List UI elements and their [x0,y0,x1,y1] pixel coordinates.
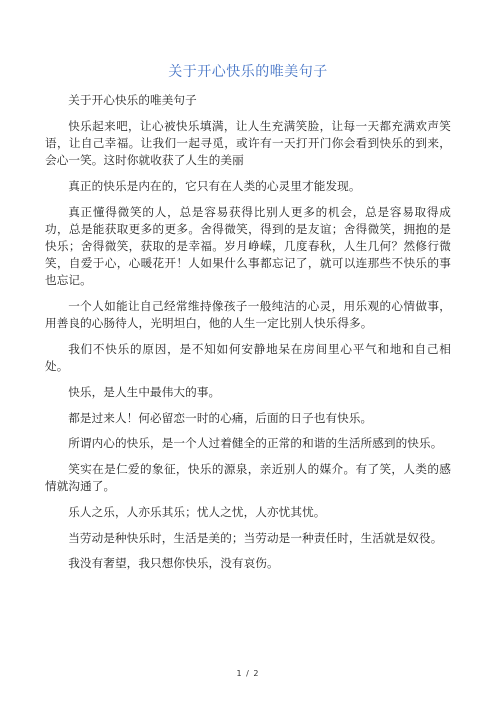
paragraph: 我没有奢望，我只想你快乐，没有哀伤。 [68,556,279,571]
paragraph: 真正懂得微笑的人，总是容易获得比别人更多的机会，总是容易取得成功，总是能获取更多的更多。舍得微笑，得到的是友谊；舍得微笑，拥抱的是快乐；舍得微笑，获取的是幸福。岁月峥嵘，几度春秋，人生几何？然修行微笑，自爱于心，心暖花开！人如果什么事都忘记了，就可以连那些不快乐的事也忘记。 [45,204,451,288]
paragraph: 快乐起来吧，让心被快乐填满，让人生充满笑脸，让每一天都充满欢声笑语，让自己幸福。让我们一起寻觅，或许有一天打开门你会看到快乐的到来，会心一笑。这时你就收获了人生的美丽 [45,118,451,168]
paragraph: 当劳动是种快乐时，生活是美的；当劳动是一种责任时，生活就是奴役。 [68,530,443,545]
page-indicator: 1 / 2 [236,669,260,678]
document-body [45,92,451,581]
paragraph: 所谓内心的快乐，是一个人过着健全的正常的和谐的生活所感到的快乐。 [68,436,443,451]
paragraph: 我们不快乐的原因，是不知如何安静地呆在房间里心平气和地和自己相处。 [45,341,451,374]
paragraph: 一个人如能让自己经常维持像孩子一般纯洁的心灵，用乐观的心情做事，用善良的心肠待人，光明坦白，他的人生一定比别人快乐得多。 [45,299,451,331]
paragraph: 快乐，是人生中最伟大的事。 [68,384,221,399]
paragraph: 关于开心快乐的唯美句子 [68,93,197,107]
document-title: 关于开心快乐的唯美句子 [168,64,328,80]
paragraph: 乐人之乐，人亦乐其乐；忧人之忧，人亦忧其忧。 [68,504,326,519]
paragraph: 都是过来人！何必留恋一时的心痛，后面的日子也有快乐。 [68,410,373,425]
paragraph: 笑实在是仁爱的象征，快乐的源泉，亲近别人的媒介。有了笑，人类的感情就沟通了。 [45,461,451,494]
paragraph: 真正的快乐是内在的，它只有在人类的心灵里才能发现。 [68,178,361,193]
